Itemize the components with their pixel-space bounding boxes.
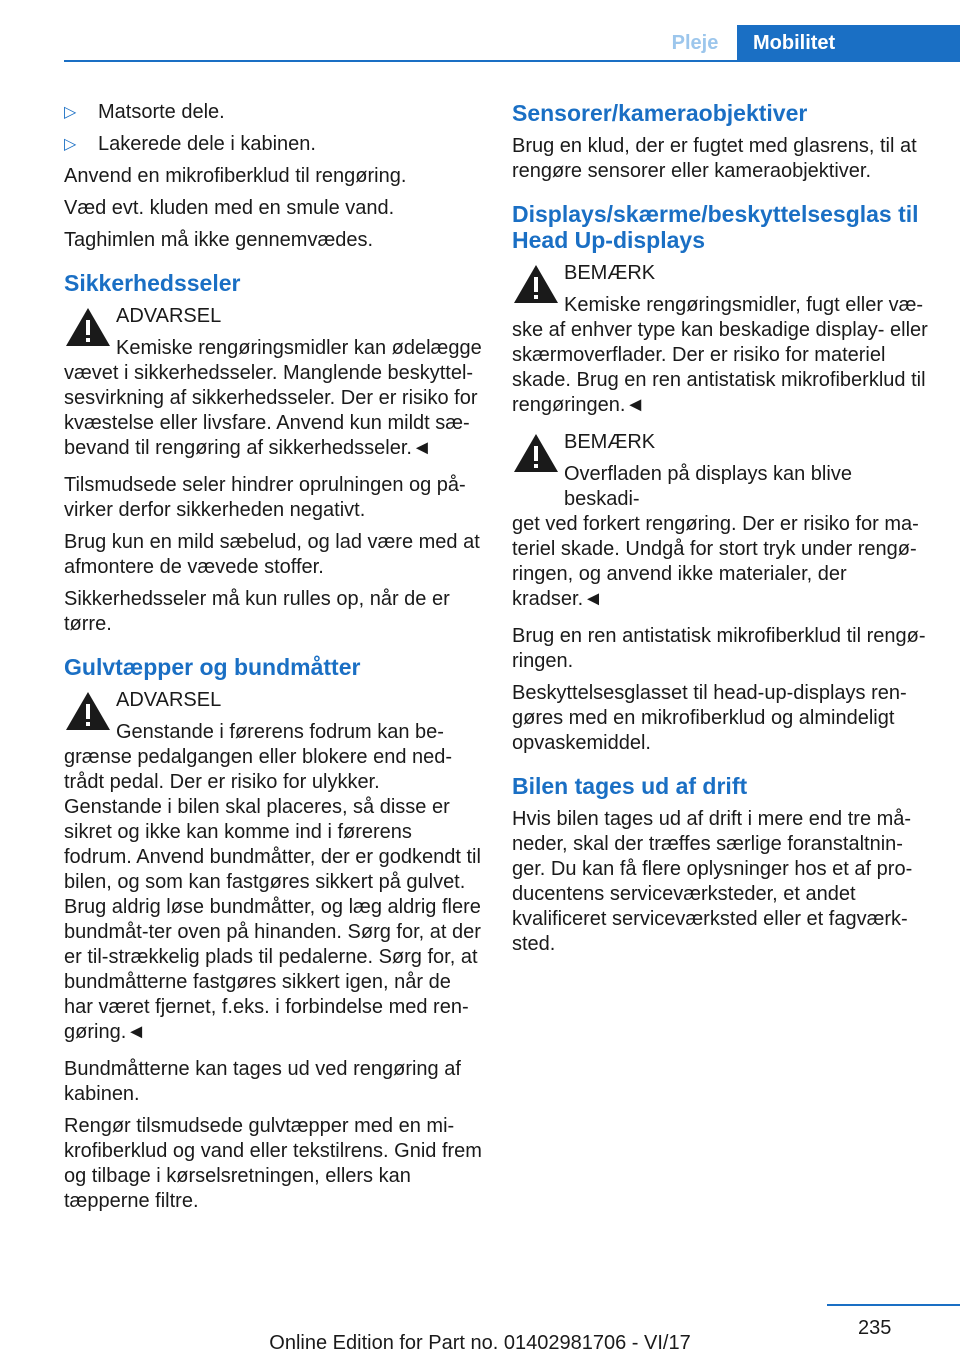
tab-pleje[interactable]: Pleje (671, 31, 719, 54)
paragraph: Tilsmudsede seler hindrer oprulningen og på-virker derfor sikkerheden negativt. (64, 474, 466, 521)
warning-triangle-icon (512, 263, 564, 307)
list-item (64, 132, 482, 157)
tab-mobilitet[interactable]: Mobilitet (737, 25, 960, 61)
paragraph: Brug kun en mild sæbelud, og lad være med at afmontere de vævede stoffer. (64, 531, 480, 578)
warning-box (64, 688, 482, 1045)
notice-box (512, 261, 932, 418)
list-item (64, 100, 482, 125)
paragraph: Bundmåtterne kan tages ud ved rengøring af kabinen. (64, 1058, 461, 1105)
edition-note: Online Edition for Part no. 01402981706 - VI/17 (269, 1332, 691, 1354)
warning-triangle-icon (512, 432, 564, 476)
right-column (512, 100, 932, 964)
paragraph: Brug en ren antistatisk mikrofiberklud til rengø-ringen. (512, 625, 926, 672)
warning-triangle-icon (64, 306, 116, 350)
notice-text: ske af enhver type kan beskadige display- eller skærmoverflader. Der er risiko for materiel skade. Brug en ren antistatisk mikrofiberklud til rengøringen.◄ (512, 319, 928, 416)
paragraph: Væd evt. kluden med en smule vand. (64, 197, 395, 219)
paragraph: Sikkerhedsseler må kun rulles op, når de er tørre. (64, 588, 450, 635)
footer-rule (827, 1304, 960, 1306)
warning-text: grænse pedalgangen eller blokere end ned-trådt pedal. Der er risiko for ulykker. Genstande i bilen skal placeres, så disse er sikret og ikke kan komme ind i førerens fodrum. Anvend bundmåtter, der er godkendt til bilen, og som kan fastgøres sikkert på gulvet. Brug aldrig løse bundmåtter, og læg aldrig flere bundmåt-ter oven på hinanden. Sørg for, at der er til-strækkelig plads til pedalerne. Sørg for, at bundmåtterne fastgøres sikkert igen, når de har været fjernet, f.eks. i forbindelse med ren-gøring.◄ (64, 746, 481, 1043)
paragraph: Anvend en mikrofiberklud til rengøring. (64, 165, 407, 187)
left-column (64, 100, 482, 1221)
page-number: 235 (858, 1317, 892, 1339)
warning-text: Genstande i førerens fodrum kan be- (116, 721, 444, 743)
heading-gulvtaepper: Gulvtæpper og bundmåtter (64, 654, 361, 680)
paragraph: Beskyttelsesglasset til head-up-displays ren-gøres med en mikrofiberklud og almindeligt opvaskemiddel. (512, 682, 907, 754)
list-item-text: Lakerede dele i kabinen. (98, 133, 316, 155)
warning-label: ADVARSEL (116, 305, 222, 327)
notice-box (512, 430, 932, 612)
bullet-triangle-icon: ▷ (64, 104, 77, 121)
list-item-text: Matsorte dele. (98, 101, 225, 123)
bullet-triangle-icon: ▷ (64, 136, 77, 153)
heading-bilen: Bilen tages ud af drift (512, 773, 748, 799)
warning-triangle-icon (64, 690, 116, 734)
notice-label: BEMÆRK (564, 262, 656, 284)
header-rule (64, 60, 960, 62)
notice-label: BEMÆRK (564, 431, 656, 453)
notice-text: Overfladen på displays kan blive beskadi- (564, 463, 852, 510)
paragraph: Hvis bilen tages ud af drift i mere end tre må-neder, skal der træffes særlige foranstaltnin-ger. Du kan få flere oplysninger hos et af pro-ducentens serviceværksteder, et andet kvalificeret serviceværksted eller et fagværk-sted. (512, 808, 913, 955)
paragraph: Brug en klud, der er fugtet med glasrens, til at rengøre sensorer eller kameraobjektiver. (512, 135, 917, 182)
heading-sikkerhedsseler: Sikkerhedsseler (64, 270, 241, 296)
notice-text: Kemiske rengøringsmidler, fugt eller væ- (564, 294, 924, 316)
heading-displays: Displays/skærme/beskyttelsesglas til Head Up-displays (512, 201, 919, 253)
warning-text: vævet i sikkerhedsseler. Manglende beskyttel-sesvirkning af sikkerhedsseler. Der er risiko for kvæstelse eller livsfare. Anvend kun mildt sæ-bevand til rengøring af sikkerhedsseler.◄ (64, 362, 478, 459)
warning-label: ADVARSEL (116, 689, 222, 711)
warning-box (64, 304, 482, 461)
heading-sensorer: Sensorer/kameraobjektiver (512, 100, 808, 126)
paragraph: Rengør tilsmudsede gulvtæpper med en mi-krofiberklud og vand eller tekstilrens. Gnid frem og tilbage i kørselsretningen, ellers kan tæpperne filtre. (64, 1115, 482, 1212)
paragraph: Taghimlen må ikke gennemvædes. (64, 229, 374, 251)
notice-text: get ved forkert rengøring. Der er risiko for ma-teriel skade. Undgå for stort tryk under rengø-ringen, og anvend ikke materialer, der kradser.◄ (512, 513, 919, 610)
warning-text: Kemiske rengøringsmidler kan ødelægge (116, 337, 482, 359)
